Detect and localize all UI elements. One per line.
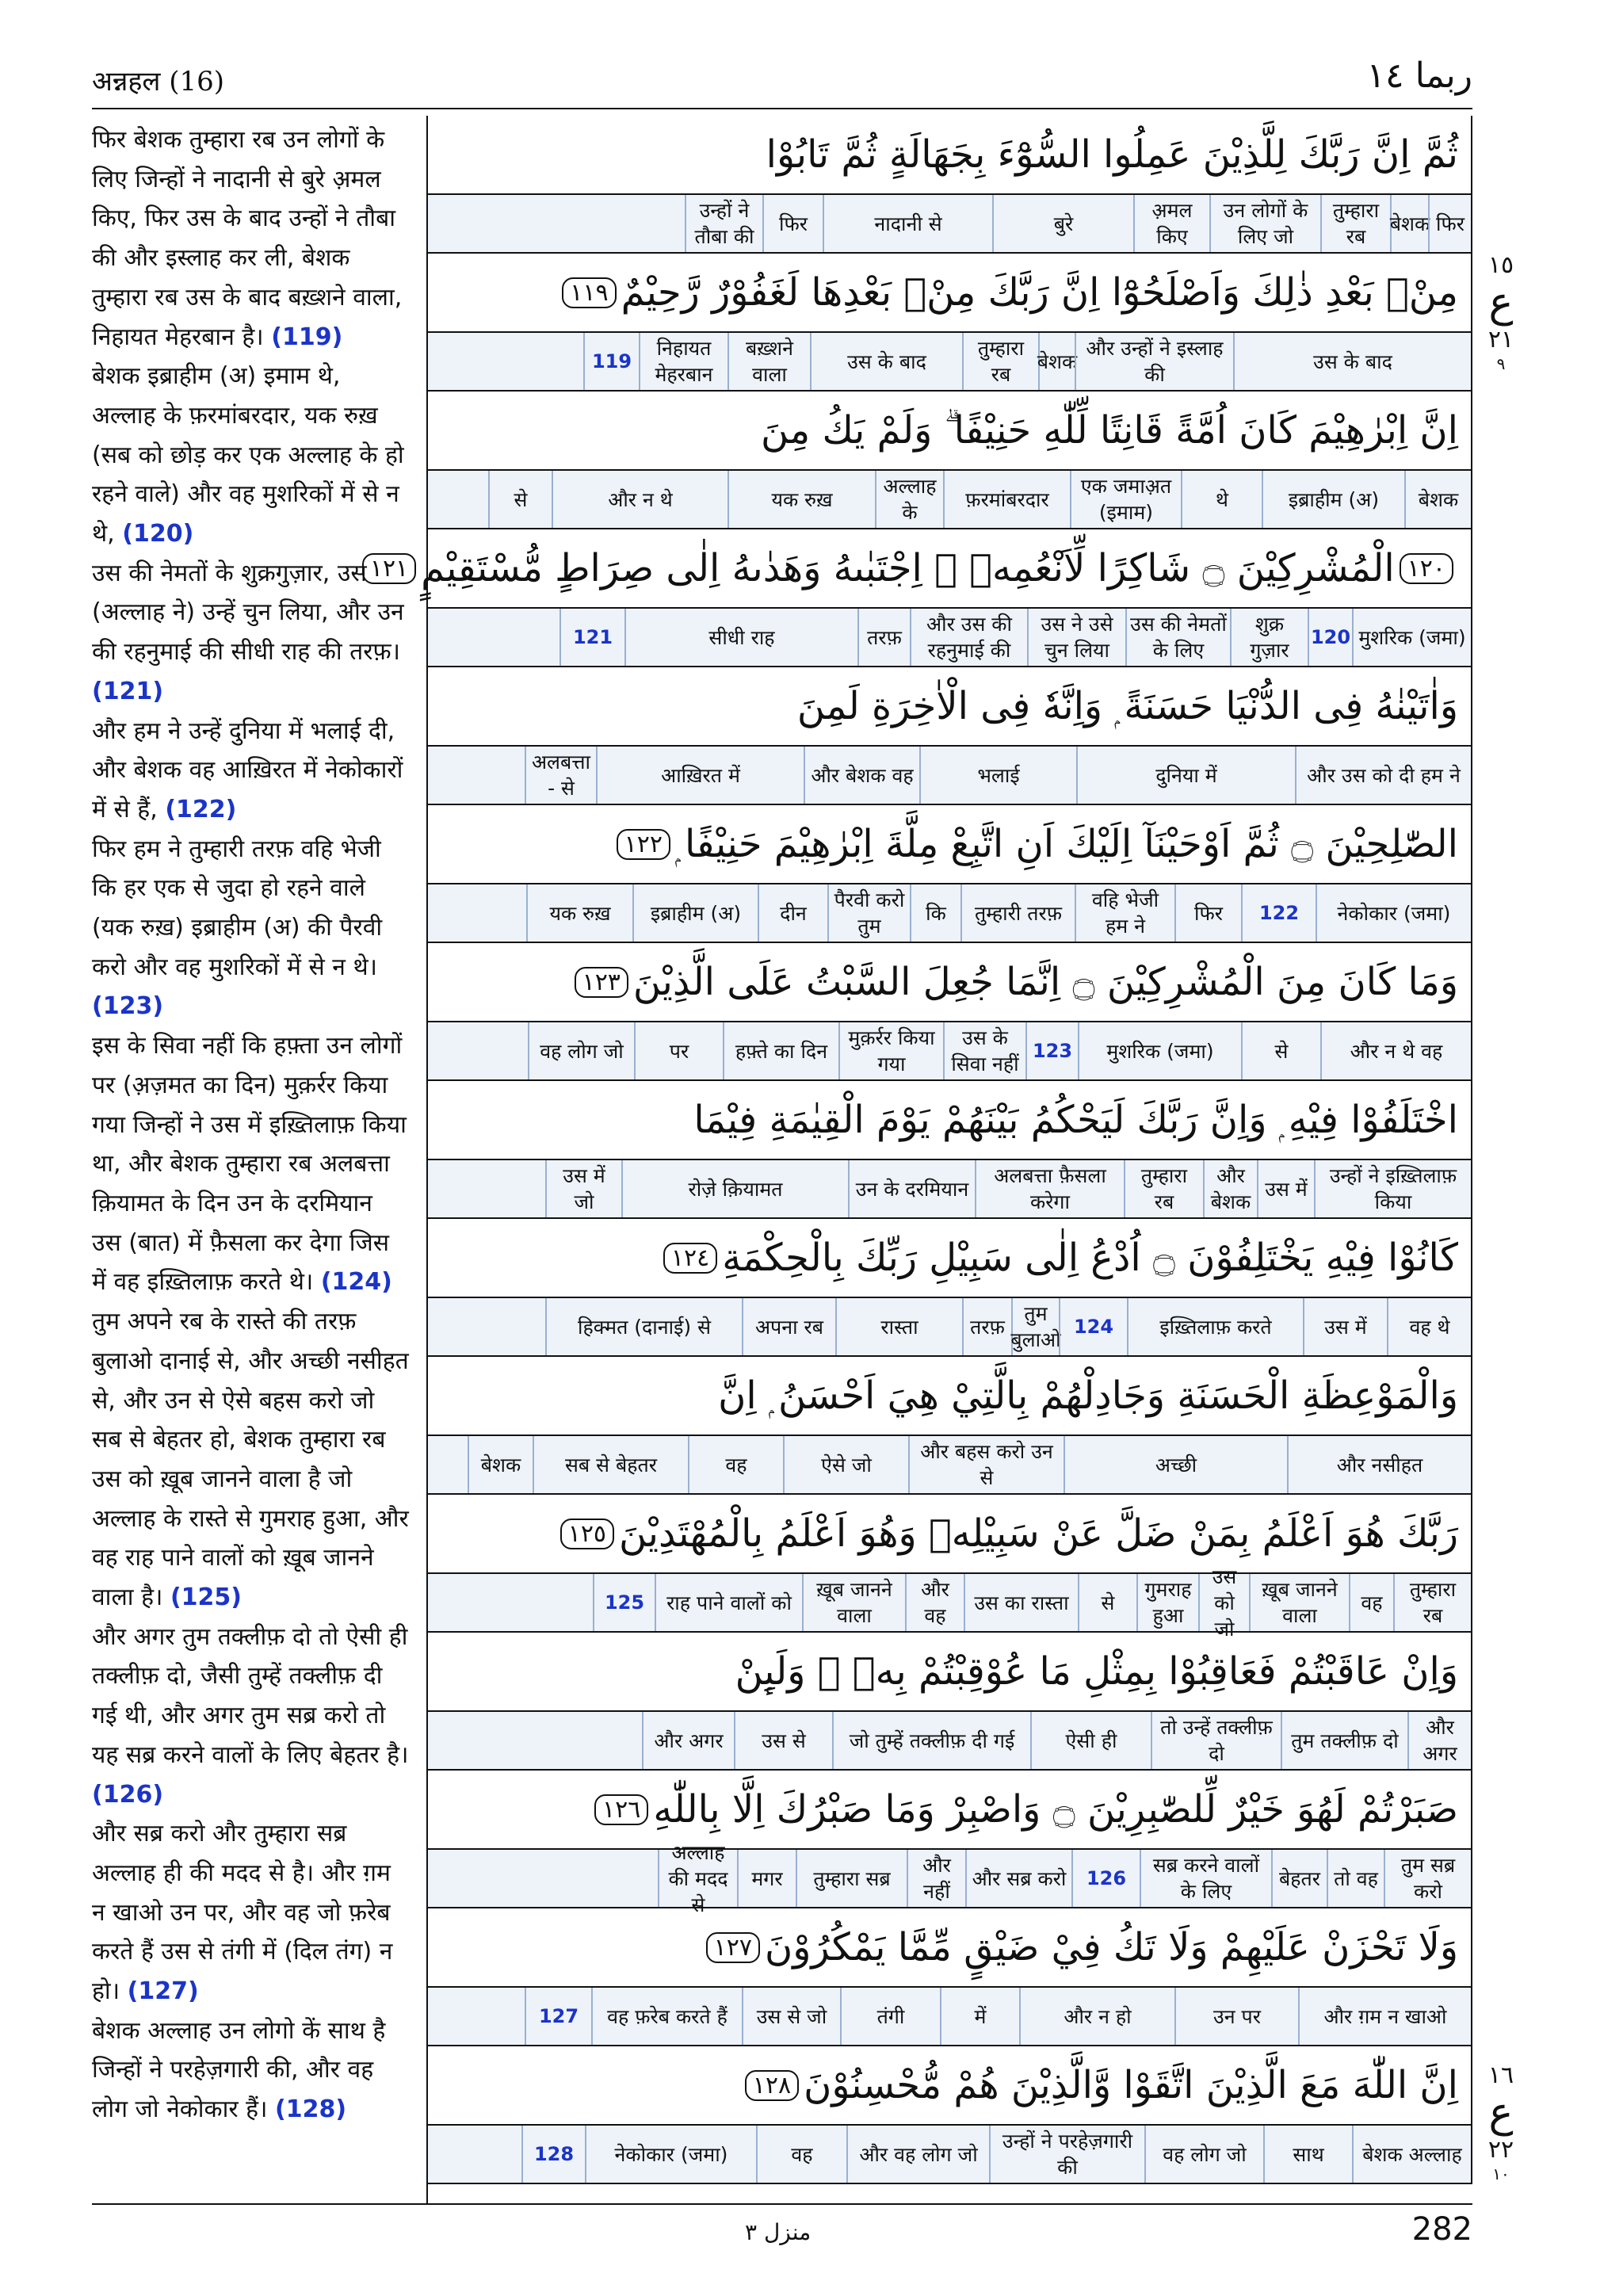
- word-meaning-cell: वह: [688, 1436, 783, 1493]
- arabic-line: [428, 1219, 1472, 1298]
- arabic-line: [369, 529, 1472, 609]
- translation-row: [428, 1160, 1472, 1219]
- arabic-line: [428, 392, 1472, 471]
- word-meaning-cell: तो उन्हें तक्लीफ़ दो: [1151, 1712, 1281, 1769]
- word-meaning-cell: और न थे: [552, 471, 727, 528]
- row-verse-number: 120: [1308, 609, 1352, 666]
- ruku-marker-2: [1479, 2061, 1523, 2183]
- word-meaning-cell: एक जमाअ़त (इमाम): [1070, 471, 1181, 528]
- ayah-marker: ١٢٧: [706, 1932, 760, 1963]
- word-meaning-cell: हिक्मत (दानाई) से: [545, 1298, 742, 1355]
- word-meaning-cell: वह फ़रेब करते हैं: [591, 1988, 742, 2045]
- word-meaning-cell: अच्छी: [1064, 1436, 1287, 1493]
- arabic-line: [428, 1081, 1472, 1160]
- translation-text: और सब्र करो और तुम्हारा सब्र अल्लाह ही की मदद से है। और ग़म न खाओ उन पर, और वह जो फ़रेब करते हैं उस से तंगी में (दिल तंग) न हो।: [92, 1820, 393, 2006]
- verse-number: (122): [165, 795, 237, 823]
- word-meaning-cell: अलबत्ता - से: [525, 747, 596, 804]
- word-meaning-cell: उस का रास्ता: [964, 1574, 1078, 1631]
- word-meaning-cell: वह लोग जो: [528, 1022, 634, 1079]
- arabic-line: [428, 2046, 1472, 2126]
- word-meaning-cell: और अगर: [1407, 1712, 1471, 1769]
- word-meaning-cell: तंगी: [840, 1988, 940, 2045]
- word-meaning-cell: उन के दरमियान: [848, 1160, 975, 1217]
- word-meaning-cell: और बेशक: [1203, 1160, 1257, 1217]
- ayah-marker: ١٢٦: [594, 1794, 648, 1825]
- word-meaning-cell: जो तुम्हें तक्लीफ़ दी गई: [832, 1712, 1030, 1769]
- arabic-text: وَاِنْ عَاقَبْتُمْ فَعَاقِبُوْا بِمِثْلِ مَا عُوْقِبْتُمْ بِهٖ ۭ وَلَىِٕنْ: [735, 1649, 1458, 1694]
- arabic-text: صَبَرْتُمْ لَهُوَ خَيْرٌ لِّلصّٰبِرِيْنَ ۝ وَاصْبِرْ وَمَا صَبْرُكَ اِلَّا بِاللّٰهِ: [653, 1787, 1458, 1832]
- word-meaning-cell: उस के बाद: [1233, 333, 1471, 390]
- translation-row: [428, 1840, 1472, 1916]
- word-meaning-cell: ऐसे जो: [783, 1436, 908, 1493]
- translation-row: [428, 2126, 1472, 2184]
- translation-text: उस की नेमतों के शुक्रगुज़ार, उस (अल्लाह ने) उन्हें चुन लिया, और उन की रहनुमाई की सीधी राह की तरफ़।: [92, 559, 404, 667]
- word-meaning-cell: तुम्हारा सब्र: [796, 1850, 907, 1907]
- word-meaning-cell: तुम्हारा रब: [1393, 1574, 1471, 1631]
- arabic-line: [428, 1357, 1472, 1436]
- word-meaning-cell: उन पर: [1174, 1988, 1298, 2045]
- word-meaning-cell: पैरवी करो तुम: [827, 884, 910, 942]
- translation-text: बेशक अल्लाह उन लोगो कें साथ है जिन्हों ने परहेज़गारी की, और वह लोग जो नेकोकार हैं।: [92, 2016, 386, 2124]
- word-meaning-cell: फ़रमांबरदार: [943, 471, 1070, 528]
- word-meaning-cell: उस ने उसे चुन लिया: [1027, 609, 1125, 666]
- translation-row: [428, 609, 1472, 667]
- translation-row: [428, 333, 1472, 392]
- word-meaning-cell: साथ: [1263, 2126, 1352, 2183]
- ruku-ain: ع: [1488, 279, 1514, 327]
- translation-column: [92, 120, 409, 2130]
- translation-verse: [92, 1308, 409, 1611]
- word-meaning-cell: और अगर: [642, 1712, 734, 1769]
- word-meaning-cell: मुशरिक (जमा): [1352, 609, 1471, 666]
- word-meaning-cell: बेशक: [1390, 195, 1428, 252]
- ruku-mid: ٩: [1496, 354, 1506, 373]
- word-meaning-cell: तुम्हारा रब: [962, 333, 1038, 390]
- arabic-text: مِنْۢ بَعْدِ ذٰلِكَ وَاَصْلَحُوْٓا اِنَّ رَبَّكَ مِنْۢ بَعْدِهَا لَغَفُوْرٌ رَّحِيْمٌ: [621, 270, 1458, 315]
- translation-text: इस के सिवा नहीं कि हफ़्ता उन लोगों पर (अ़ज़मत का दिन) मुक़र्रर किया गया जिन्हों ने उस में इख़्तिलाफ़ किया था, और बेशक तुम्हारा रब अलबत्ता क़ियामत के दिन उन के दरमियान उस (बात) में फ़ैसला कर देगा जिस में वह इख़्तिलाफ़ करते थे।: [92, 1032, 407, 1297]
- word-meaning-cell: बेशक: [1404, 471, 1471, 528]
- ayah-marker: ١٢٢: [617, 829, 670, 860]
- word-meaning-cell: उन्हों ने इख़्तिलाफ़ किया: [1314, 1160, 1471, 1217]
- row-verse-number: 123: [1025, 1022, 1078, 1079]
- word-meaning-cell: नादानी से: [823, 195, 992, 252]
- ayah-marker: ١٢٤: [663, 1243, 717, 1274]
- translation-row: [428, 1022, 1472, 1081]
- word-meaning-cell: और बेशक वह: [804, 747, 919, 804]
- word-meaning-cell: और सब्र करो: [965, 1850, 1071, 1907]
- header-divider: [92, 108, 1472, 109]
- arabic-text: وَلَا تَحْزَنْ عَلَيْهِمْ وَلَا تَكُ فِيْ ضَيْقٍ مِّمَّا يَمْكُرُوْنَ: [765, 1925, 1458, 1969]
- word-meaning-cell: बेशक: [468, 1436, 533, 1493]
- word-by-word-grid: [369, 116, 1472, 2184]
- word-meaning-cell: भलाई: [919, 747, 1076, 804]
- word-meaning-cell: फिर: [1428, 195, 1471, 252]
- word-meaning-cell: और बहस करो उन से: [908, 1436, 1064, 1493]
- word-meaning-cell: तुम सब्र करो: [1384, 1850, 1471, 1907]
- word-meaning-cell: उन्हों ने परहेज़गारी की: [989, 2126, 1144, 2183]
- verse-number: (126): [92, 1780, 164, 1809]
- word-meaning-cell: इब्राहीम (अ): [632, 884, 758, 942]
- word-meaning-cell: उस के सिवा नहीं: [943, 1022, 1025, 1079]
- word-meaning-cell: तरफ़: [962, 1298, 1011, 1355]
- word-meaning-cell: उस से जो: [742, 1988, 840, 2045]
- word-meaning-cell: में: [940, 1988, 1019, 2045]
- ruku-top: ١٥: [1487, 251, 1514, 279]
- ruku-mid: ١٠: [1492, 2164, 1510, 2183]
- word-meaning-cell: वह: [1349, 1574, 1393, 1631]
- word-meaning-cell: अलबत्ता फ़ैसला करेगा: [975, 1160, 1124, 1217]
- footer-divider: [92, 2203, 1472, 2205]
- word-meaning-cell: से: [1241, 1022, 1320, 1079]
- word-meaning-cell: बेशक: [1038, 333, 1075, 390]
- word-meaning-cell: और नसीहत: [1287, 1436, 1471, 1493]
- arabic-text: الْمُشْرِكِيْنَ ۝ شَاكِرًا لِّاَنْعُمِهٖ ۭ اِجْتَبٰىهُ وَهَدٰىهُ اِلٰى صِرَاطٍ مُّسْتَقِيْمٍ: [421, 546, 1395, 590]
- translation-verse: [92, 1820, 392, 2005]
- ayah-marker: ١٢١: [362, 553, 416, 584]
- row-verse-number: 127: [525, 1988, 591, 2045]
- word-meaning-cell: पर: [634, 1022, 723, 1079]
- word-meaning-cell: उस में: [1257, 1160, 1314, 1217]
- row-verse-number: 124: [1059, 1298, 1127, 1355]
- word-meaning-cell: यक रुख़: [526, 884, 632, 942]
- word-meaning-cell: और न हो: [1019, 1988, 1174, 2045]
- translation-row: [428, 1436, 1472, 1495]
- word-meaning-cell: थे: [1181, 471, 1262, 528]
- word-meaning-cell: ख़ूब जानने वाला: [1249, 1574, 1349, 1631]
- word-meaning-cell: ऐसी ही: [1030, 1712, 1151, 1769]
- arabic-text: رَبَّكَ هُوَ اَعْلَمُ بِمَنْ ضَلَّ عَنْ سَبِيْلِهٖ وَهُوَ اَعْلَمُ بِالْمُهْتَدِيْنَ: [619, 1511, 1458, 1556]
- header-surah-hindi: अन्नहल (16): [92, 66, 225, 97]
- ayah-marker: ١٢٨: [745, 2070, 799, 2101]
- translation-verse: [92, 2017, 385, 2123]
- translation-row: [428, 1298, 1472, 1357]
- word-meaning-cell: उस को जो: [1198, 1574, 1249, 1631]
- arabic-line: [428, 116, 1472, 195]
- word-meaning-cell: ख़ूब जानने वाला: [802, 1574, 905, 1631]
- word-meaning-cell: उस में: [1303, 1298, 1387, 1355]
- word-meaning-cell: वह: [756, 2126, 846, 2183]
- translation-row: [428, 1712, 1472, 1771]
- translation-verse: [92, 126, 402, 351]
- arabic-text: اِنَّ اِبْرٰهِيْمَ كَانَ اُمَّةً قَانِتًا لِّلّٰهِ حَنِيْفًا ۗ وَلَمْ يَكُ مِنَ: [761, 407, 1458, 453]
- ayah-marker: ١٢٥: [560, 1519, 614, 1549]
- word-meaning-cell: अ़मल किए: [1133, 195, 1209, 252]
- word-meaning-cell: और वह: [905, 1574, 964, 1631]
- word-meaning-cell: इब्राहीम (अ): [1262, 471, 1404, 528]
- word-meaning-cell: तुम बुलाओ: [1011, 1298, 1059, 1355]
- ruku-bottom: ٢٢: [1487, 2136, 1514, 2164]
- word-meaning-cell: सब्र करने वालों के लिए: [1140, 1850, 1271, 1907]
- row-verse-number: 125: [593, 1574, 655, 1631]
- word-meaning-cell: मुक़र्रर किया गया: [838, 1022, 943, 1079]
- row-verse-number: 121: [559, 609, 624, 666]
- row-verse-number: 119: [583, 333, 639, 390]
- word-meaning-cell: बख़्शने वाला: [727, 333, 810, 390]
- word-meaning-cell: वह थे: [1387, 1298, 1471, 1355]
- translation-text: और अगर तुम तक्लीफ़ दो तो ऐसी ही तक्लीफ़ दो, जैसी तुम्हें तक्लीफ़ दी गई थी, और अगर तुम सब्र करो तो यह सब्र करने वालों के लिए बेहतर है।: [92, 1622, 409, 1769]
- word-meaning-cell: तुम्हारा रब: [1320, 195, 1390, 252]
- word-meaning-cell: मगर: [737, 1850, 796, 1907]
- translation-row: [428, 1564, 1472, 1641]
- word-meaning-cell: उस के बाद: [810, 333, 962, 390]
- word-meaning-cell: उस से: [734, 1712, 832, 1769]
- word-meaning-cell: शुक्र गुज़ार: [1230, 609, 1308, 666]
- word-meaning-cell: वहि भेजी हम ने: [1075, 884, 1174, 942]
- verse-number: (128): [275, 2095, 347, 2124]
- word-meaning-cell: और न थे वह: [1320, 1022, 1471, 1079]
- word-meaning-cell: और नहीं: [907, 1850, 965, 1907]
- word-meaning-cell: से: [488, 471, 552, 528]
- word-meaning-cell: बेशक अल्लाह: [1352, 2126, 1471, 2183]
- word-meaning-cell: अल्लाह के: [875, 471, 943, 528]
- ruku-ain: ع: [1488, 2089, 1514, 2137]
- translation-row: [428, 1988, 1472, 2046]
- arabic-line: [428, 667, 1472, 747]
- word-meaning-cell: आख़िरत में: [596, 747, 804, 804]
- word-meaning-cell: सब से बेहतर: [533, 1436, 688, 1493]
- translation-verse: [92, 1032, 407, 1296]
- word-meaning-cell: सीधी राह: [624, 609, 857, 666]
- translation-row: [428, 884, 1472, 943]
- translation-verse: [92, 835, 382, 1021]
- word-meaning-cell: दुनिया में: [1076, 747, 1295, 804]
- word-meaning-cell: तरफ़: [857, 609, 910, 666]
- translation-verse: [92, 717, 403, 823]
- row-verse-number: 126: [1071, 1850, 1140, 1907]
- word-meaning-cell: उस में जो: [545, 1160, 621, 1217]
- row-verse-number: 128: [521, 2126, 585, 2183]
- word-meaning-cell: मुशरिक (जमा): [1078, 1022, 1241, 1079]
- arabic-text: وَاٰتَيْنٰهُ فِى الدُّنْيَا حَسَنَةً ۭ وَاِنَّهٗ فِى الْاٰخِرَةِ لَمِنَ: [796, 683, 1458, 728]
- arabic-line: [428, 1908, 1472, 1988]
- verse-number: (120): [122, 520, 194, 548]
- word-meaning-cell: राह पाने वालों को: [655, 1574, 802, 1631]
- word-meaning-cell: रास्ता: [835, 1298, 962, 1355]
- arabic-line: [428, 1633, 1472, 1712]
- verse-number: (124): [320, 1268, 392, 1297]
- word-meaning-cell: तुम्हारा रब: [1124, 1160, 1203, 1217]
- word-meaning-cell: गुमराह हुआ: [1136, 1574, 1198, 1631]
- header-juz-arabic: ربما ١٤: [1366, 55, 1472, 96]
- verse-number: (123): [92, 992, 164, 1021]
- arabic-text: الصّٰلِحِيْنَ ۝ ثُمَّ اَوْحَيْنَآ اِلَيْكَ اَنِ اتَّبِعْ مِلَّةَ اِبْرٰهِيْمَ حَنِيْفًا ۭ: [674, 821, 1458, 866]
- arabic-text: وَمَا كَانَ مِنَ الْمُشْرِكِيْنَ ۝ اِنَّمَا جُعِلَ السَّبْتُ عَلَى الَّذِيْنَ: [632, 960, 1458, 1004]
- word-meaning-cell: और उस की रहनुमाई की: [910, 609, 1027, 666]
- translation-text: बेशक इब्राहीम (अ) इमाम थे, अल्लाह के फ़रमांबरदार, यक रुख़ (सब को छोड़ कर एक अल्लाह के हो रहने वाले) और वह मुशरिकों में से न थे,: [92, 362, 404, 548]
- arabic-line: [428, 805, 1472, 884]
- word-meaning-cell: नेकोकार (जमा): [585, 2126, 756, 2183]
- word-meaning-cell: फिर: [1174, 884, 1241, 942]
- word-meaning-cell: और उस को दी हम ने: [1295, 747, 1471, 804]
- row-verse-number: 122: [1241, 884, 1316, 942]
- word-meaning-cell: उस की नेमतों के लिए: [1125, 609, 1230, 666]
- word-meaning-cell: उन लोगों के लिए जो: [1209, 195, 1320, 252]
- ruku-top: ١٦: [1487, 2061, 1514, 2089]
- word-meaning-cell: और उन्हों ने इस्लाह की: [1075, 333, 1233, 390]
- ruku-marker-1: [1479, 250, 1523, 372]
- word-meaning-cell: वह लोग जो: [1144, 2126, 1263, 2183]
- word-meaning-cell: अपना रब: [742, 1298, 835, 1355]
- word-meaning-cell: तुम तक्लीफ़ दो: [1281, 1712, 1407, 1769]
- verse-number: (121): [92, 677, 164, 705]
- ayah-marker: ١٢٠: [1400, 553, 1453, 584]
- word-meaning-cell: यक रुख़: [727, 471, 875, 528]
- arabic-line: [428, 1771, 1472, 1850]
- arabic-text: اِنَّ اللّٰهَ مَعَ الَّذِيْنَ اتَّقَوْا وَّالَّذِيْنَ هُمْ مُّحْسِنُوْنَ: [804, 2063, 1458, 2107]
- ayah-marker: ١٢٣: [575, 967, 628, 998]
- verse-number: (119): [271, 323, 343, 351]
- word-meaning-cell: से: [1078, 1574, 1136, 1631]
- word-meaning-cell: इख़्तिलाफ़ करते: [1127, 1298, 1303, 1355]
- word-meaning-cell: और ग़म न खाओ: [1298, 1988, 1471, 2045]
- arabic-line: [428, 254, 1472, 333]
- translation-row: [428, 747, 1472, 805]
- arabic-line: [428, 943, 1472, 1022]
- verse-number: (127): [127, 1977, 199, 2006]
- word-meaning-cell: नेकोकार (जमा): [1316, 884, 1471, 942]
- arabic-text: اخْتَلَفُوْا فِيْهِ ۭ وَاِنَّ رَبَّكَ لَيَحْكُمُ بَيْنَهُمْ يَوْمَ الْقِيٰمَةِ فِيْمَا: [693, 1097, 1458, 1142]
- word-meaning-cell: फिर: [762, 195, 823, 252]
- word-meaning-cell: कि: [910, 884, 960, 942]
- word-meaning-cell: बेहतर: [1271, 1850, 1327, 1907]
- translation-text: फिर हम ने तुम्हारी तरफ़ वहि भेजी कि हर एक से जुदा हो रहने वाले (यक रुख़) इब्राहीम (अ) की पैरवी करो और वह मुशरिकों में से न थे।: [92, 835, 383, 981]
- word-meaning-cell: तुम्हारी तरफ़: [960, 884, 1075, 942]
- verse-number: (125): [170, 1584, 242, 1612]
- arabic-text: ثُمَّ اِنَّ رَبَّكَ لِلَّذِيْنَ عَمِلُوا السُّوْٓءَ بِجَهَالَةٍ ثُمَّ تَابُوْا: [766, 132, 1458, 177]
- word-meaning-cell: निहायत मेहरबान: [639, 333, 727, 390]
- word-meaning-cell: दीन: [758, 884, 827, 942]
- translation-row: [428, 471, 1472, 529]
- word-meaning-cell: हफ़्ते का दिन: [723, 1022, 838, 1079]
- word-meaning-cell: तो वह: [1327, 1850, 1384, 1907]
- translation-text: और हम ने उन्हें दुनिया में भलाई दी, और बेशक वह आख़िरत में नेकोकारों में से हैं,: [92, 716, 403, 823]
- arabic-line: [428, 1495, 1472, 1574]
- translation-verse: [92, 362, 404, 548]
- ruku-bottom: ٢١: [1487, 326, 1514, 353]
- word-meaning-cell: बुरे: [992, 195, 1133, 252]
- arabic-text: وَالْمَوْعِظَةِ الْحَسَنَةِ وَجَادِلْهُمْ بِالَّتِيْ هِيَ اَحْسَنُ ۭ اِنَّ: [718, 1373, 1458, 1418]
- page-number: 282: [1411, 2211, 1472, 2248]
- word-meaning-cell: उन्हों ने तौबा की: [685, 195, 762, 252]
- footer-manzil: منزل ٣: [745, 2219, 812, 2245]
- translation-text: तुम अपने रब के रास्ते की तरफ़ बुलाओ दानाई से, और अच्छी नसीहत से, और उन से ऐसे बहस करो जो सब से बेहतर हो, बेशक तुम्हारा रब उस को ख़ूब जानने वाला है जो अल्लाह के रास्ते से गुमराह हुआ, और वह राह पाने वालों को ख़ूब जानने वाला है।: [92, 1308, 409, 1612]
- word-meaning-cell: रोज़े क़ियामत: [621, 1160, 848, 1217]
- translation-row: [428, 195, 1472, 254]
- word-meaning-cell: अल्लाह की मदद से: [658, 1850, 737, 1907]
- arabic-text: كَانُوْا فِيْهِ يَخْتَلِفُوْنَ ۝ اُدْعُ اِلٰى سَبِيْلِ رَبِّكَ بِالْحِكْمَةِ: [722, 1236, 1458, 1280]
- translation-verse: [92, 560, 404, 705]
- translation-text: फिर बेशक तुम्हारा रब उन लोगों के लिए जिन्हों ने नादानी से बुरे अ़मल किए, फिर उस के बाद उन्हों ने तौबा की और इस्लाह कर ली, बेशक तुम्हारा रब उस के बाद बख़्शने वाला, निहायत मेहरबान है।: [92, 126, 403, 351]
- word-meaning-cell: और वह लोग जो: [846, 2126, 989, 2183]
- ayah-marker: ١١٩: [562, 277, 616, 308]
- translation-verse: [92, 1623, 408, 1809]
